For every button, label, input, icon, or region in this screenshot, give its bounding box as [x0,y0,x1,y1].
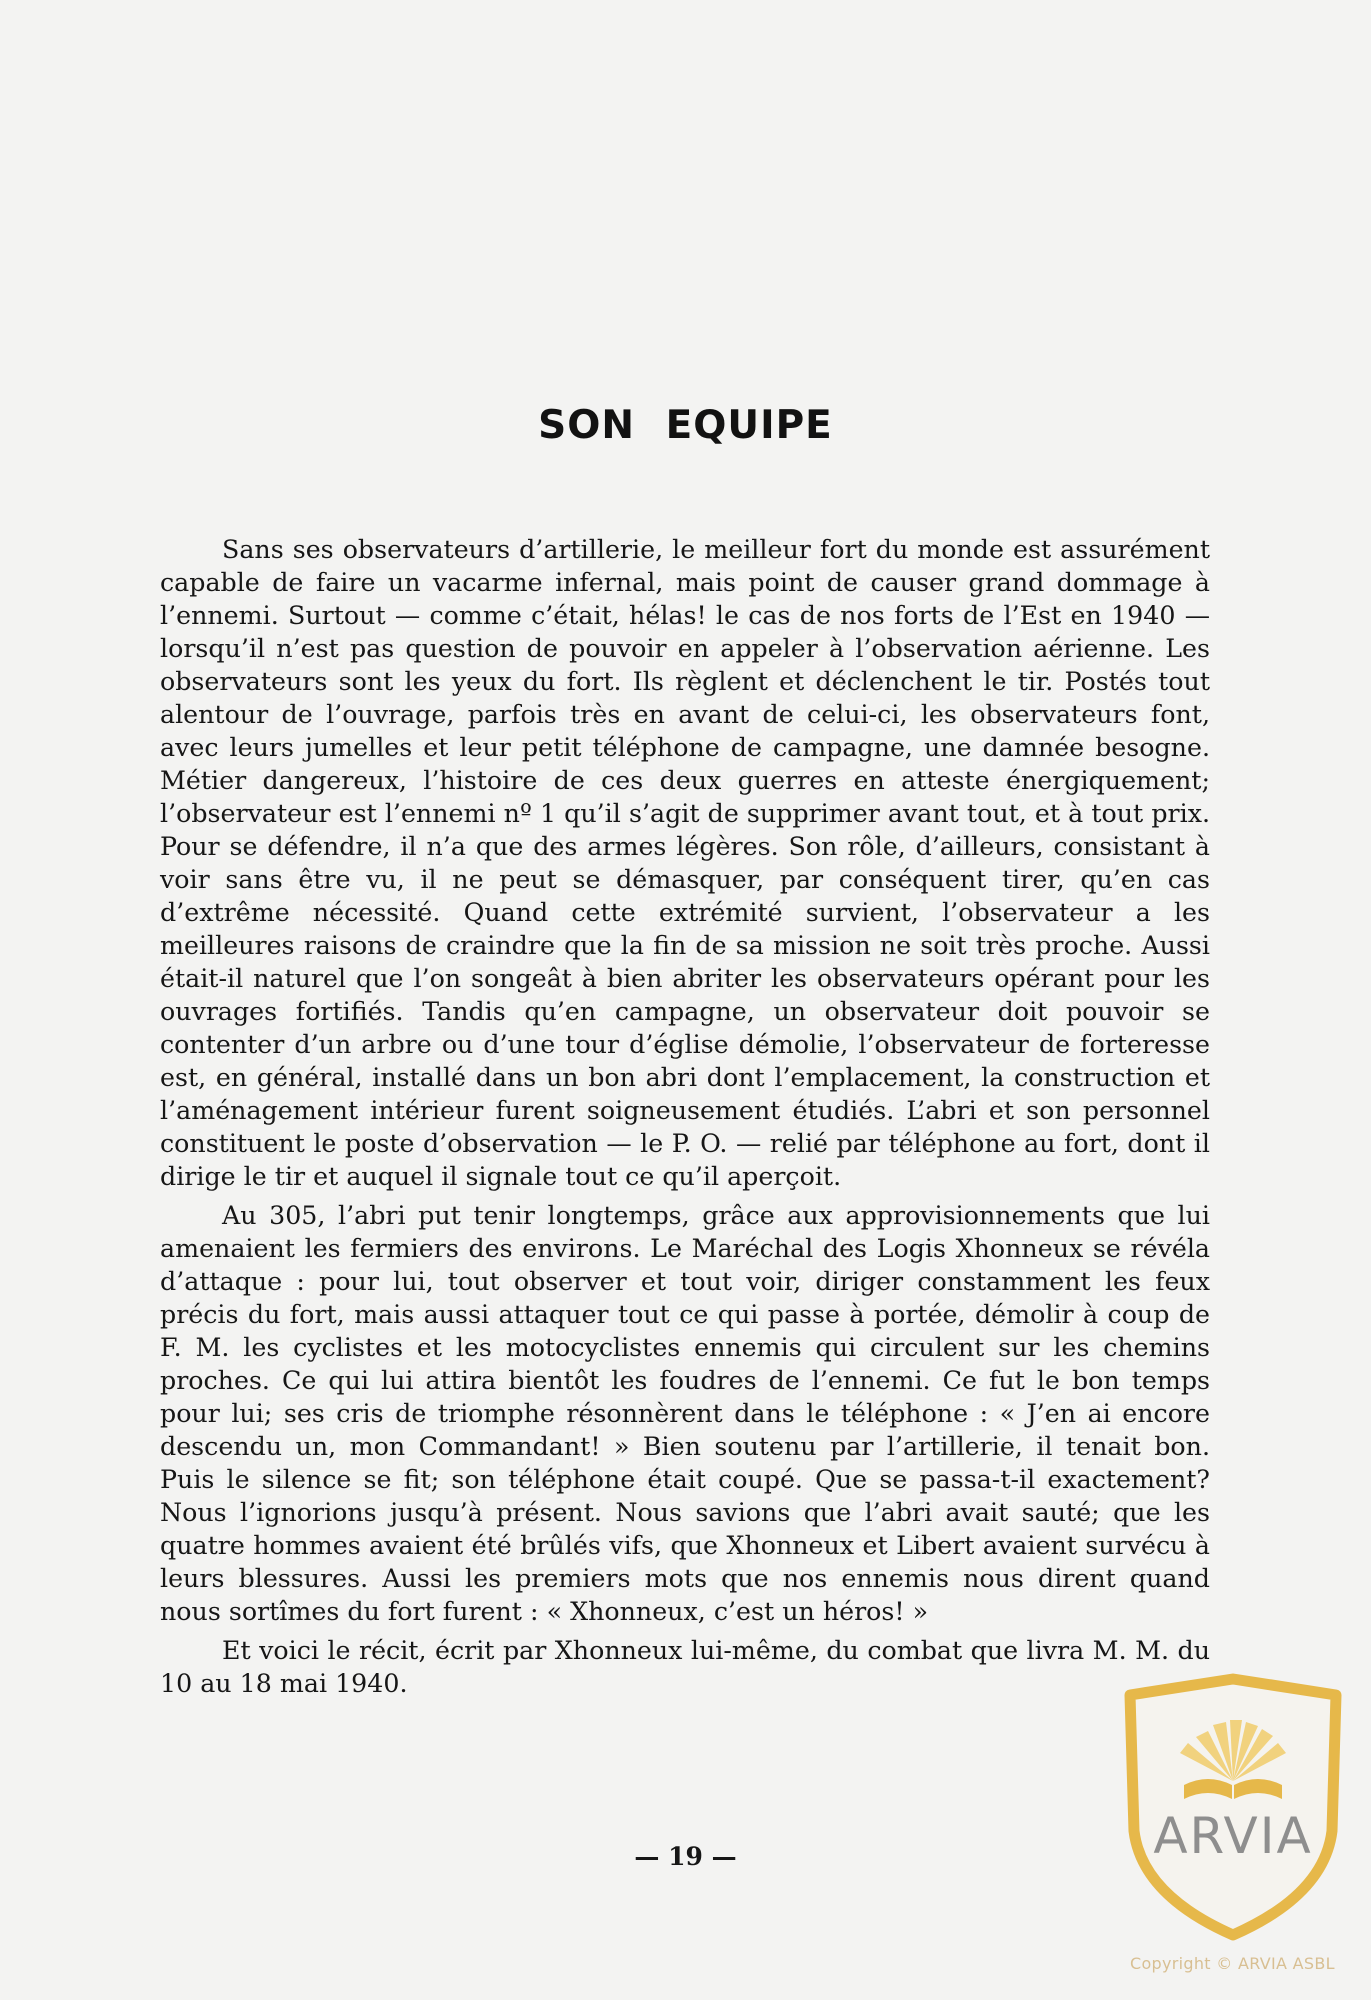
paragraph: Sans ses observateurs d’artillerie, le meilleur fort du monde est assurément capable de faire un vacarme infernal, mais point de causer grand dommage à l’ennemi. Surtout — comme c’était, hélas! le cas de nos forts de l’Est en 1940 — lorsqu’il n’est pas question de pouvoir en appeler à l’observation aérienne. Les observateurs sont les yeux du fort. Ils règlent et déclenchent le tir. Postés tout alentour de l’ouvrage, parfois très en avant de celui-ci, les observateurs font, avec leurs jumelles et leur petit téléphone de campagne, une damnée besogne. Métier dangereux, l’histoire de ces deux guerres en atteste énergiquement; l’observateur est l’ennemi nº 1 qu’il s’agit de supprimer avant tout, et à tout prix. Pour se défendre, il n’a que des armes légères. Son rôle, d’ailleurs, consistant à voir sans être vu, il ne peut se démasquer, par conséquent tirer, qu’en cas d’extrême nécessité. Quand cette extrémité survient, l’observateur a les meilleures raisons de craindre que la fin de sa mission ne soit très proche. Aussi était-il naturel que l’on songeât à bien abriter les observateurs opérant pour les ouvrages fortifiés. Tandis qu’en campagne, un observateur doit pouvoir se contenter d’un arbre ou d’une tour d’église démolie, l’observateur de forteresse est, en général, installé dans un bon abri dont l’emplacement, la construction et l’aménagement intérieur furent soigneusement étudiés. L’abri et son personnel constituent le poste d’observation — le P. O. — relié par téléphone au fort, dont il dirige le tir et auquel il signale tout ce qu’il aperçoit. [160,535,1210,1191]
arvia-logo [1118,1673,1348,1943]
paragraph: Et voici le récit, écrit par Xhonneux lui-même, du combat que livra M. M. du 10 au 18 mai 1940. [160,1636,1210,1698]
logo-wordmark: ARVIA [1153,1807,1313,1865]
page-number: — 19 — [634,1842,737,1871]
paragraph: Au 305, l’abri put tenir longtemps, grâce aux approvisionnements que lui amenaient les fermiers des environs. Le Maréchal des Logis Xhonneux se révéla d’attaque : pour lui, tout observer et tout voir, diriger constamment les feux précis du fort, mais aussi attaquer tout ce qui passe à portée, démolir à coup de F. M. les cyclistes et les motocyclistes ennemis qui circulent sur les chemins proches. Ce qui lui attira bientôt les foudres de l’ennemi. Ce fut le bon temps pour lui; ses cris de triomphe résonnèrent dans le téléphone : « J’en ai encore descendu un, mon Commandant! » Bien soutenu par l’artillerie, il tenait bon. Puis le silence se fit; son téléphone était coupé. Que se passa-t-il exactement? Nous l’ignorions jusqu’à présent. Nous savions que l’abri avait sauté; que les quatre hommes avaient été brûlés vifs, que Xhonneux et Libert avaient survécu à leurs blessures. Aussi les premiers mots que nos ennemis nous dirent quand nous sortîmes du fort furent : « Xhonneux, c’est un héros! » [160,1201,1210,1626]
body-text [160,533,1210,1700]
page-title: SON EQUIPE [538,403,833,448]
copyright-notice: Copyright © ARVIA ASBL [1130,1954,1335,1973]
